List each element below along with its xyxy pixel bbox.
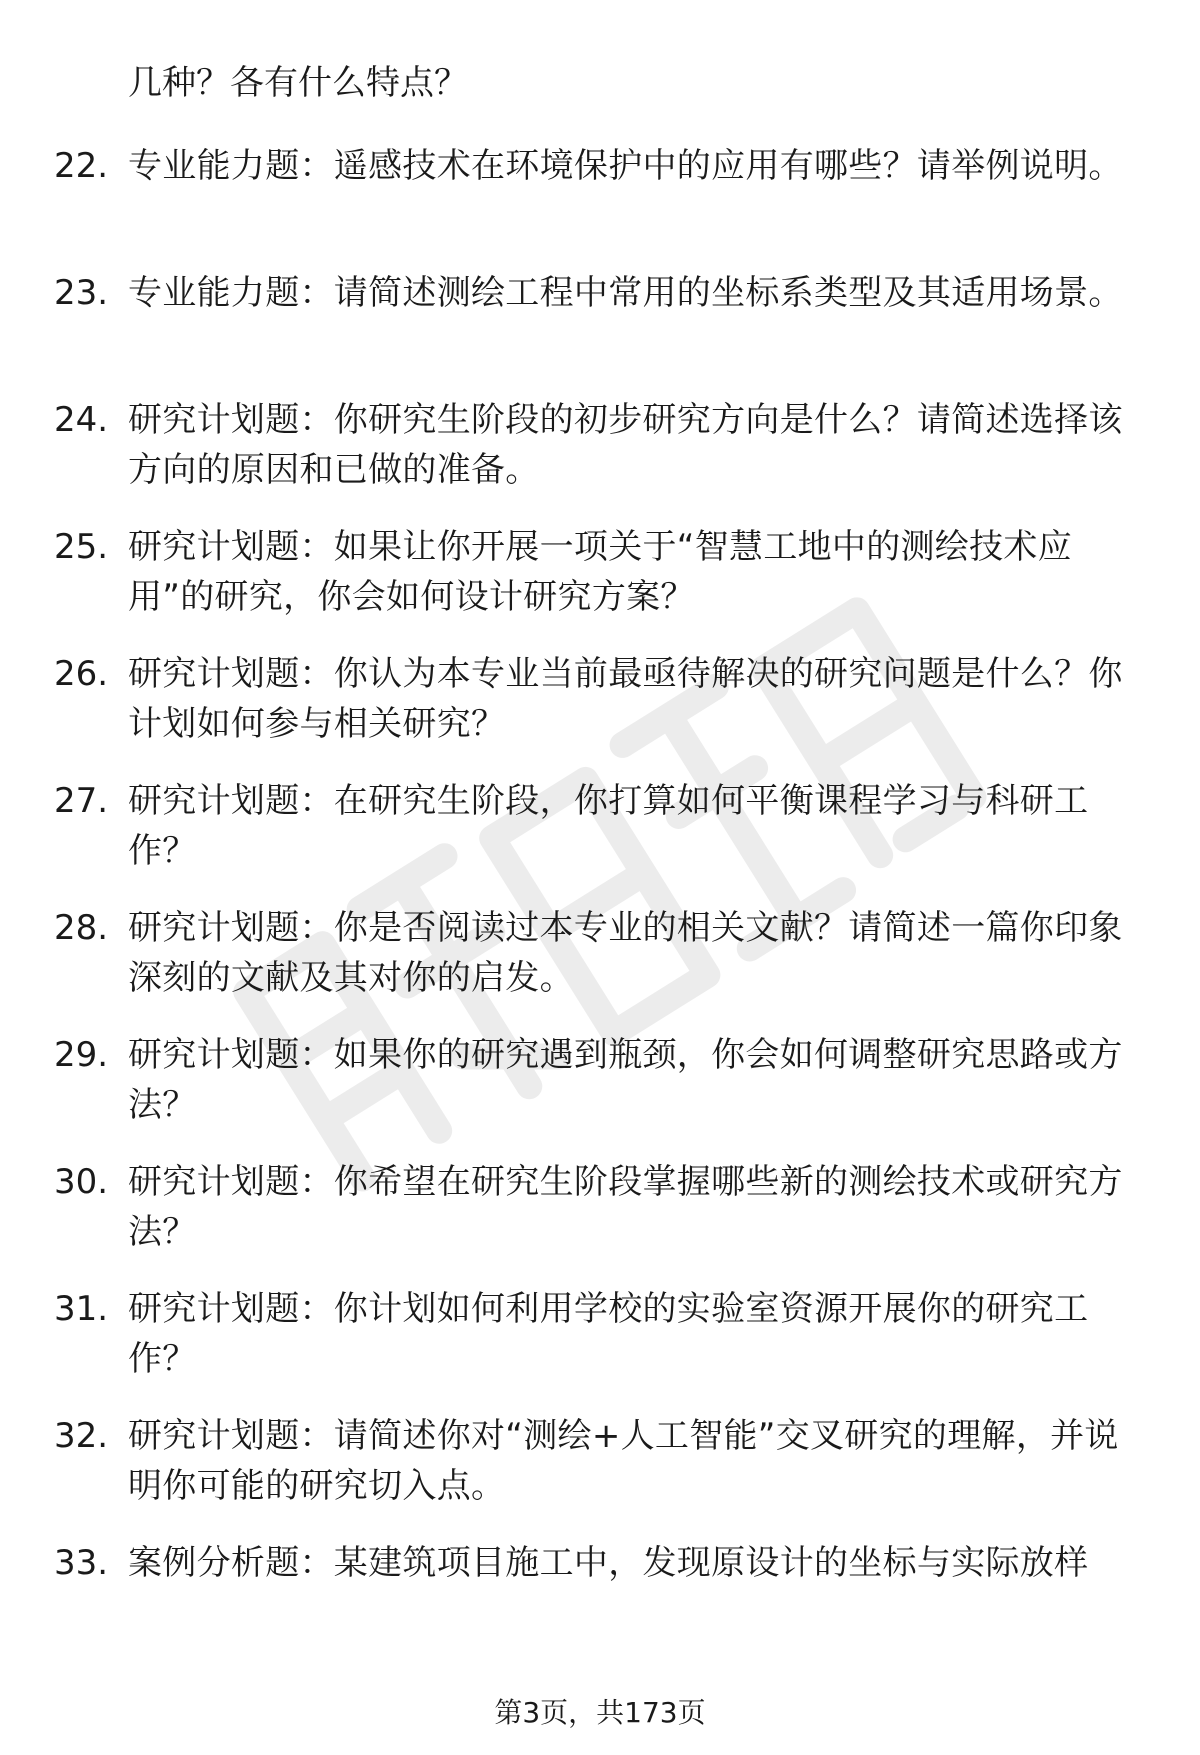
question-text: 研究计划题：你计划如何利用学校的实验室资源开展你的研究工作？ — [128, 1289, 1089, 1379]
question-item — [0, 1030, 1200, 1157]
question-item — [0, 776, 1200, 903]
question-item — [0, 1411, 1200, 1538]
question-number: 25. — [54, 527, 109, 567]
question-number: 22. — [54, 146, 109, 186]
question-number: 27. — [54, 781, 109, 821]
question-number: 30. — [54, 1162, 109, 1202]
question-text: 研究计划题：你是否阅读过本专业的相关文献？请简述一篇你印象深刻的文献及其对你的启发。 — [128, 908, 1123, 998]
question-number: 26. — [54, 654, 109, 694]
question-number: 32. — [54, 1416, 109, 1456]
question-item — [0, 1157, 1200, 1284]
question-number: 33. — [54, 1543, 109, 1583]
question-item — [0, 522, 1200, 649]
question-item — [0, 649, 1200, 776]
question-item — [0, 1538, 1200, 1665]
question-text: 研究计划题：请简述你对“测绘+人工智能”交叉研究的理解，并说明你可能的研究切入点。 — [128, 1416, 1119, 1506]
question-text: 研究计划题：你研究生阶段的初步研究方向是什么？请简述选择该方向的原因和已做的准备。 — [128, 400, 1123, 490]
question-number: 28. — [54, 908, 109, 948]
question-item — [0, 903, 1200, 1030]
question-item — [0, 1284, 1200, 1411]
question-number: 31. — [54, 1289, 109, 1329]
question-list — [0, 141, 1200, 1665]
question-continuation: 几种？各有什么特点？ — [128, 63, 468, 103]
question-text: 研究计划题：你希望在研究生阶段掌握哪些新的测绘技术或研究方法？ — [128, 1162, 1123, 1252]
question-number: 24. — [54, 400, 109, 440]
question-text: 研究计划题：如果你的研究遇到瓶颈，你会如何调整研究思路或方法？ — [128, 1035, 1123, 1125]
question-text: 专业能力题：遥感技术在环境保护中的应用有哪些？请举例说明。 — [128, 146, 1123, 186]
question-text: 研究计划题：你认为本专业当前最亟待解决的研究问题是什么？你计划如何参与相关研究？ — [128, 654, 1123, 744]
question-item — [0, 141, 1200, 268]
question-text: 研究计划题：在研究生阶段，你打算如何平衡课程学习与科研工作？ — [128, 781, 1089, 871]
question-text: 案例分析题：某建筑项目施工中，发现原设计的坐标与实际放样 — [128, 1543, 1089, 1583]
page-footer: 第3页，共173页 — [494, 1696, 706, 1729]
question-item — [0, 268, 1200, 395]
question-text: 专业能力题：请简述测绘工程中常用的坐标系类型及其适用场景。 — [128, 273, 1123, 313]
question-item — [0, 395, 1200, 522]
question-text: 研究计划题：如果让你开展一项关于“智慧工地中的测绘技术应用”的研究，你会如何设计研究方案？ — [128, 527, 1073, 617]
question-number: 29. — [54, 1035, 109, 1075]
question-number: 23. — [54, 273, 109, 313]
